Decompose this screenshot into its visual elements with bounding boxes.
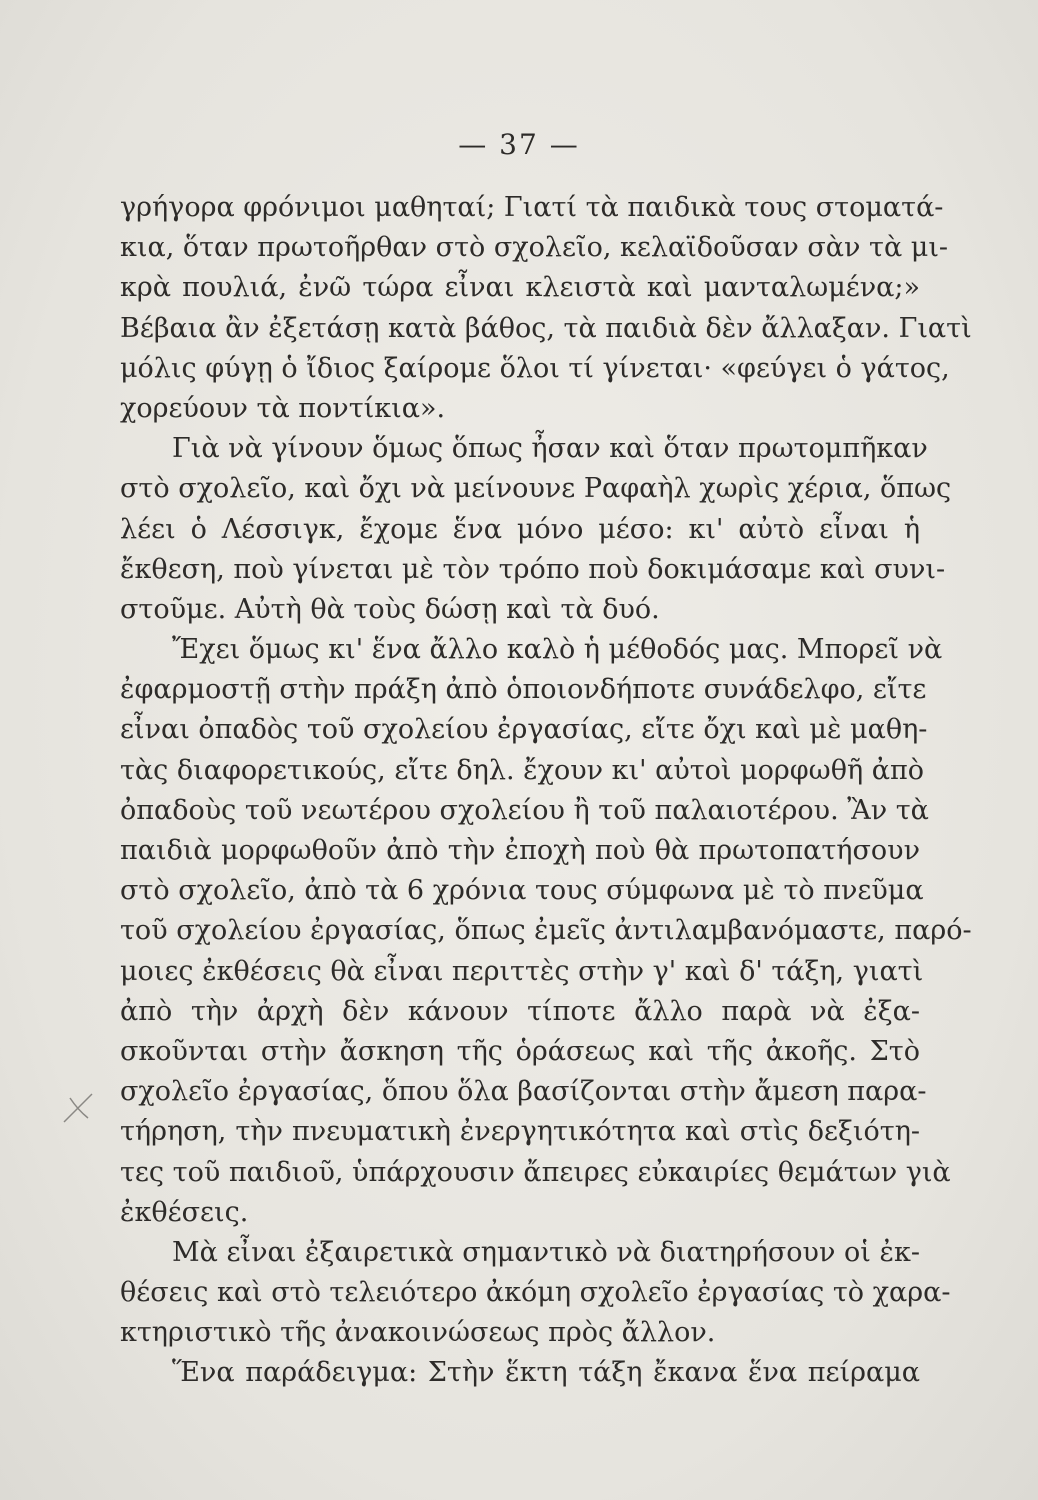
text-line: τήρηση, τὴν πνευματικὴ ἐνεργητικότητα καὶ στὶς δεξιότη- xyxy=(120,1116,920,1148)
text-line: στὸ σχολεῖο, ἀπὸ τὰ 6 χρόνια τους σύμφωνα μὲ τὸ πνεῦμα xyxy=(120,875,924,907)
text-line: τὰς διαφορετικούς, εἴτε δηλ. ἔχουν κι' αὐτοὶ μορφωθῆ ἀπὸ xyxy=(120,754,924,786)
page-number: — 37 — xyxy=(458,128,580,161)
text-line: ἀπὸ τὴν ἀρχὴ δὲν κάνουν τίποτε ἄλλο παρὰ νὰ ἐξα- xyxy=(120,995,920,1027)
text-line: μόλις φύγῃ ὁ ἴδιος ξαίρομε ὅλοι τί γίνεται· «φεύγει ὁ γάτος, xyxy=(120,352,950,384)
text-line: τες τοῦ παιδιοῦ, ὑπάρχουσιν ἄπειρες εὐκαιρίες θεμάτων γιὰ xyxy=(120,1156,951,1188)
text-line: σκοῦνται στὴν ἄσκηση τῆς ὁράσεως καὶ τῆς ἀκοῆς. Στὸ xyxy=(120,1035,920,1067)
text-line: σχολεῖο ἐργασίας, ὅπου ὅλα βασίζονται στὴν ἄμεση παρα- xyxy=(120,1076,927,1108)
text-line: γρήγορα φρόνιμοι μαθηταί; Γιατί τὰ παιδικὰ τους στοματά- xyxy=(120,192,944,223)
text-line: Γιὰ νὰ γίνουν ὅμως ὅπως ἦσαν καὶ ὅταν πρωτομπῆκαν xyxy=(172,433,928,465)
text-line: κτηριστικὸ τῆς ἀνακοινώσεως πρὸς ἄλλον. xyxy=(120,1317,716,1349)
text-line: Μὰ εἶναι ἐξαιρετικὰ σημαντικὸ νὰ διατηρήσουν οἱ ἐκ- xyxy=(172,1236,920,1268)
text-line: στὸ σχολεῖο, καὶ ὄχι νὰ μείνουνε Ραφαὴλ χωρὶς χέρια, ὅπως xyxy=(120,473,952,505)
text-line: τοῦ σχολείου ἐργασίας, ὅπως ἐμεῖς ἀντιλαμβανόμαστε, παρό- xyxy=(120,915,972,947)
text-line: ἔκθεση, ποὺ γίνεται μὲ τὸν τρόπο ποὺ δοκιμάσαμε καὶ συνι- xyxy=(120,553,946,585)
text-line: ἐφαρμοστῇ στὴν πράξη ἀπὸ ὁποιονδήποτε συνάδελφο, εἴτε xyxy=(120,674,927,706)
text-line: μοιες ἐκθέσεις θὰ εἶναι περιττὲς στὴν γ' καὶ δ' τάξη, γιατὶ xyxy=(120,955,924,987)
text-line: ἐκθέσεις. xyxy=(120,1196,249,1228)
text-line: Ἔχει ὅμως κι' ἕνα ἄλλο καλὸ ἡ μέθοδός μας. Μπορεῖ νὰ xyxy=(172,634,943,666)
text-line: χορεύουν τὰ ποντίκια». xyxy=(120,392,446,424)
text-line: Ἕνα παράδειγμα: Στὴν ἕκτη τάξη ἔκανα ἕνα πείραμα xyxy=(172,1357,920,1389)
text-line: ὀπαδοὺς τοῦ νεωτέρου σχολείου ἢ τοῦ παλαιοτέρου. Ἂν τὰ xyxy=(120,794,929,826)
text-line: εἶναι ὀπαδὸς τοῦ σχολείου ἐργασίας, εἴτε ὄχι καὶ μὲ μαθη- xyxy=(120,714,928,746)
text-line: Βέβαια ἂν ἐξετάσῃ κατὰ βάθος, τὰ παιδιὰ δὲν ἄλλαξαν. Γιατὶ xyxy=(120,312,972,344)
text-line: λέει ὁ Λέσσιγκ, ἔχομε ἕνα μόνο μέσο: κι' αὐτὸ εἶναι ἡ xyxy=(120,513,920,545)
text-line: κρὰ πουλιά, ἐνῶ τώρα εἶναι κλειστὰ καὶ μανταλωμένα;» xyxy=(120,272,920,304)
text-line: στοῦμε. Αὐτὴ θὰ τοὺς δώσῃ καὶ τὰ δυό. xyxy=(120,593,660,625)
pencil-cross-mark xyxy=(58,1088,98,1128)
text-line: θέσεις καὶ στὸ τελειότερο ἀκόμη σχολεῖο ἐργασίας τὸ χαρα- xyxy=(120,1277,951,1309)
body-text xyxy=(120,188,972,1394)
text-line: παιδιὰ μορφωθοῦν ἀπὸ τὴν ἐποχὴ ποὺ θὰ πρωτοπατήσουν xyxy=(120,835,920,866)
text-line: κια, ὅταν πρωτοῆρθαν στὸ σχολεῖο, κελαϊδοῦσαν σὰν τὰ μι- xyxy=(120,232,949,264)
